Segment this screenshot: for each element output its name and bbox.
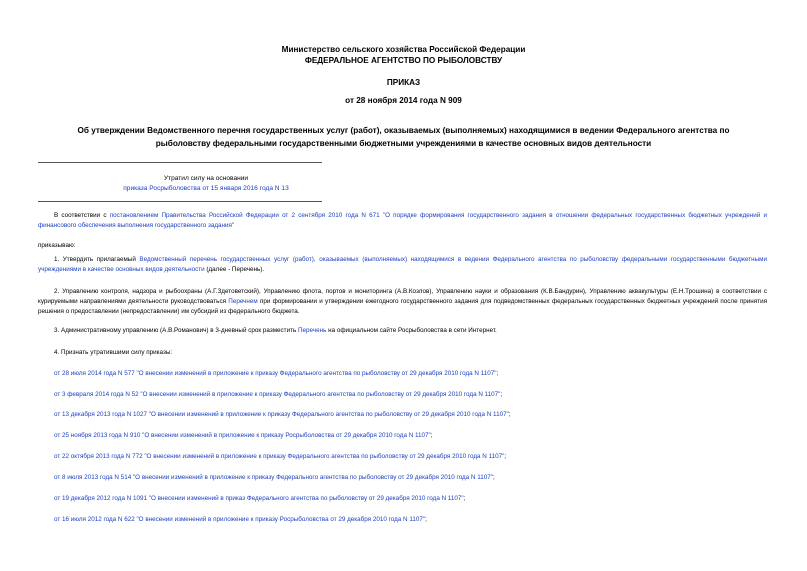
repealed-order-link[interactable]: от 25 ноября 2013 года N 910 "О внесении изменений в приложение к приказу Росрыболовства от 29 декабря 2010 года N 1107" (54, 432, 431, 439)
paragraph-2 (38, 287, 767, 317)
repealed-order-link[interactable]: от 13 декабря 2013 года N 1027 "О внесении изменений в приложение к приказу Федерального агентства по рыболовству от 29 декабря 2010 года N 1107" (54, 411, 509, 418)
lost-force-link-row (38, 184, 374, 193)
paragraph-4 (38, 348, 767, 358)
item-end: ; (496, 370, 499, 377)
item-end: ; (492, 474, 495, 481)
intro-text: В соответствии с (54, 212, 110, 219)
repealed-order-link[interactable]: от 16 июля 2012 года N 622 "О внесении изменений в приложение к приказу Росрыболовства от 29 декабря 2010 года N 1107" (54, 516, 426, 523)
repealed-order-item (54, 390, 502, 399)
paragraph-2-suffix: при формировании и утверждении ежегодного государственного задания для подведомственных федеральных государственных бюджетных учреждений после принятия решения о предоставлении (непредоставлении) им субсидий из федерального бюджета. (38, 298, 767, 315)
paragraph-3-suffix: на официальном сайте Росрыболовства в сети Интернет. (326, 327, 497, 334)
document-type: ПРИКАЗ (386, 78, 421, 87)
paragraph-3-text: 3. Административному управлению (А.В.Романович) в 3-дневный срок разместить (54, 327, 299, 334)
repealed-order-item (54, 369, 498, 378)
repealed-order-item (54, 452, 506, 461)
list-link[interactable]: Ведомственный перечень государственных услуг (работ), оказываемых (выполняемых) находящимися в ведении Федерального агентства по рыболовству федеральными государственными бюджетными учреждениями в качестве основных видов деятельности (38, 256, 767, 273)
document-date: от 28 ноября 2014 года N 909 (345, 96, 462, 105)
government-decree-link[interactable]: постановлением Правительства Российской Федерации от 2 сентября 2010 года N 671 "О порядке формирования государственного задания в отношении федеральных государственных бюджетных учреждений и финансового обеспечения выполнения государственного задания" (38, 212, 768, 229)
repealed-order-link[interactable]: от 19 декабря 2012 года N 1091 "О внесении изменений в приказ Федерального агентства по рыболовству от 29 декабря 2010 года N 1107" (54, 495, 464, 502)
document-title-line-1: Об утверждении Ведомственного перечня государственных услуг (работ), оказываемых (выполняемых) находящимися в ведении Федерального агентства по (77, 126, 730, 135)
repealed-order-item (54, 410, 511, 419)
paragraph-2-text: 2. Управлению контроля, надзора и рыбоохраны (А.Г.Здетоветский), Управлению флота, портов и мониторинга (А.В.Козлов), Управлению науки и образования (К.В.Бандурин), Управлению аквакультуры (Е.Н.Трошина) в соответствии с курируемыми направлениями деятельности руководствоваться (38, 288, 767, 305)
document-title-line-2: рыболовству федеральными государственными бюджетными учреждениями в качестве основных видов деятельности (155, 139, 652, 148)
item-end: ; (463, 495, 466, 502)
ministry-name: Министерство сельского хозяйства Российской Федерации (281, 45, 526, 54)
agency-name: ФЕДЕРАЛЬНОЕ АГЕНТСТВО ПО РЫБОЛОВСТВУ (304, 56, 503, 65)
paragraph-1-text: 1. Утвердить прилагаемый (54, 256, 140, 263)
repealed-order-item (54, 431, 433, 440)
item-end: ; (430, 432, 433, 439)
repealed-order-item (54, 473, 495, 482)
divider-top (38, 162, 322, 163)
item-end: ; (425, 516, 427, 523)
repealed-order-item (54, 515, 427, 524)
repealed-order-item (54, 494, 465, 503)
item-end: ; (500, 391, 503, 398)
document-title (30, 124, 777, 150)
lost-force-note: Утратил силу на основании (163, 175, 249, 182)
list-link-2[interactable]: Перечнем (228, 298, 258, 305)
item-end: ; (504, 453, 507, 460)
repealed-order-link[interactable]: от 8 июля 2013 года N 514 "О внесении изменений в приложение к приказу Федерального агентства по рыболовству от 29 декабря 2010 года N 1107" (54, 474, 493, 481)
paragraph-4-text: 4. Признать утратившими силу приказы: (54, 349, 173, 356)
item-end: ; (508, 411, 511, 418)
order-word: приказываю: (38, 242, 76, 249)
list-link-3[interactable]: Перечень (298, 327, 327, 334)
repealed-order-link[interactable]: от 22 октября 2013 года N 772 "О внесении изменений в приложение к приказу Федерального агентства по рыболовству от 29 декабря 2010 года N 1107" (54, 453, 505, 460)
repealed-order-link[interactable]: от 28 июля 2014 года N 577 "О внесении изменений в приложение к приказу Федерального агентства по рыболовству от 29 декабря 2010 года N 1107" (54, 370, 497, 377)
paragraph-1-suffix: (далее - Перечень). (204, 266, 265, 273)
lost-force-link[interactable]: приказа Росрыболовства от 15 января 2016 года N 13 (123, 185, 289, 192)
intro-paragraph (38, 211, 767, 231)
repealed-order-link[interactable]: от 3 февраля 2014 года N 52 "О внесении изменений в приложение к приказу Федерального агентства по рыболовству от 29 декабря 2010 года N 1107" (54, 391, 501, 398)
paragraph-3 (38, 326, 767, 336)
paragraph-1 (38, 255, 767, 275)
divider-bottom (38, 201, 322, 202)
